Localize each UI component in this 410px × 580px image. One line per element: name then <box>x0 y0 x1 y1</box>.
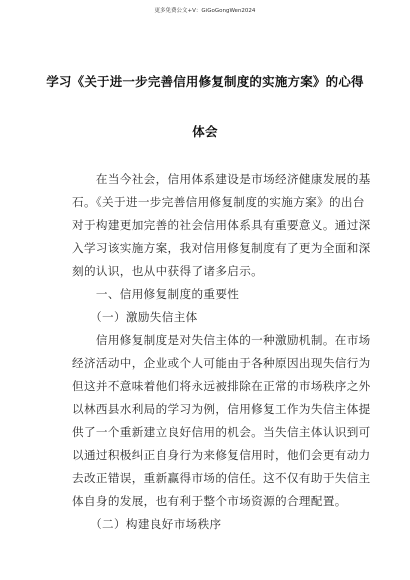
document-title-line-1: 学习《关于进一步完善信用修复制度的实施方案》的心得 <box>46 74 364 89</box>
section-heading: 一、信用修复制度的重要性 <box>72 287 240 301</box>
body-line: 石。《关于进一步完善信用修复制度的实施方案》的出台 <box>72 195 365 209</box>
body-line: 在当今社会，信用体系建设是市场经济健康发展的基 <box>72 172 371 186</box>
body-line: 去改正错误，重新赢得市场的信任。这不仅有助于失信主 <box>72 471 371 485</box>
body-line: 供了一个重新建立良好信用的机会。当失信主体认识到可 <box>72 425 371 439</box>
body-line: 入学习该实施方案，我对信用修复制度有了更为全面和深 <box>72 241 371 255</box>
header-note: 更多免费公文+V：GiGoGongWen2024 <box>154 8 256 14</box>
body-line: 刻的认识，也从中获得了诸多启示。 <box>72 264 264 278</box>
subsection-heading: （二）构建良好市场秩序 <box>72 517 222 531</box>
body-line: 但这并不意味着他们将永远被排除在正常的市场秩序之外 <box>72 379 371 393</box>
body-line: 经济活动中，企业或个人可能由于各种原因出现失信行为 <box>72 356 371 370</box>
body-line: 以林西县水利局的学习为例，信用修复工作为失信主体提 <box>72 402 371 416</box>
subsection-heading: （一）激励失信主体 <box>72 310 198 324</box>
body-line: 信用修复制度是对失信主体的一种激励机制。在市场 <box>72 333 371 347</box>
document-title-line-2: 体会 <box>192 124 218 139</box>
body-line: 体自身的发展，也有利于整个市场资源的合理配置。 <box>72 494 347 508</box>
body-line: 对于构建更加完善的社会信用体系具有重要意义。通过深 <box>72 218 371 232</box>
body-line: 以通过积极纠正自身行为来修复信用时，他们会更有动力 <box>72 448 371 462</box>
